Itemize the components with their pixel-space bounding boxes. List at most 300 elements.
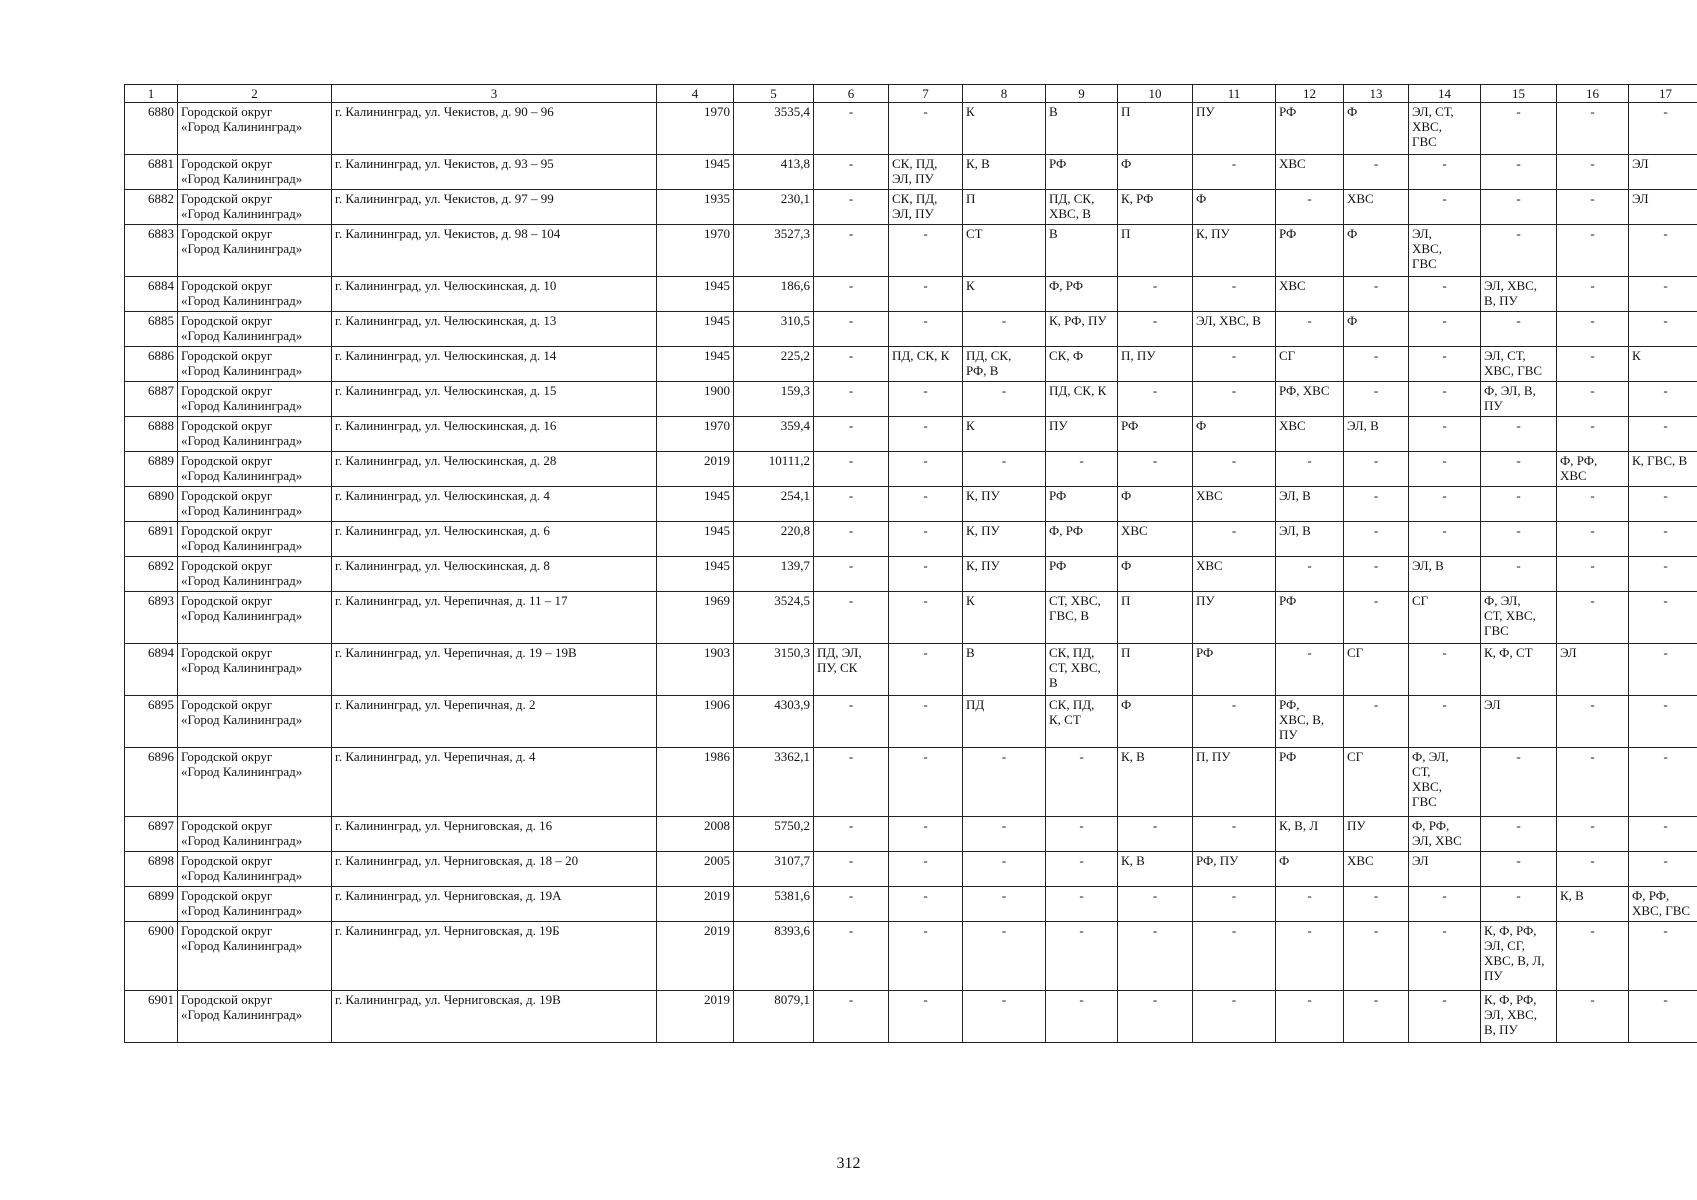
cell-col-5: 3524,5	[734, 592, 814, 644]
cell-col-13: Ф	[1344, 225, 1409, 277]
cell-col-3: г. Калининград, ул. Челюскинская, д. 4	[332, 487, 657, 522]
cell-col-11: П, ПУ	[1193, 748, 1276, 817]
cell-col-4: 1935	[657, 190, 734, 225]
column-header-14: 14	[1409, 85, 1481, 103]
cell-col-6: -	[814, 417, 889, 452]
cell-col-3: г. Калининград, ул. Черепичная, д. 19 – 19В	[332, 644, 657, 696]
cell-col-11: РФ, ПУ	[1193, 852, 1276, 887]
cell-col-16: -	[1557, 190, 1629, 225]
cell-col-14: -	[1409, 922, 1481, 991]
cell-col-7: -	[889, 644, 963, 696]
cell-col-8: -	[963, 991, 1046, 1043]
cell-col-7: -	[889, 312, 963, 347]
cell-col-6: -	[814, 487, 889, 522]
cell-col-15: -	[1481, 557, 1557, 592]
cell-col-12: РФ, ХВС, В, ПУ	[1276, 696, 1344, 748]
table-row	[125, 452, 1697, 487]
cell-col-8: К	[963, 417, 1046, 452]
table-row	[125, 312, 1697, 347]
cell-col-5: 3107,7	[734, 852, 814, 887]
cell-col-16: -	[1557, 382, 1629, 417]
cell-col-17: К, ГВС, В	[1629, 452, 1697, 487]
cell-col-13: -	[1344, 155, 1409, 190]
cell-col-2: Городской округ «Город Калининград»	[178, 225, 332, 277]
cell-col-5: 139,7	[734, 557, 814, 592]
cell-col-4: 1945	[657, 557, 734, 592]
cell-col-3: г. Калининград, ул. Черниговская, д. 19Б	[332, 922, 657, 991]
cell-col-14: -	[1409, 696, 1481, 748]
cell-col-7: -	[889, 817, 963, 852]
cell-col-12: -	[1276, 922, 1344, 991]
cell-col-3: г. Калининград, ул. Чекистов, д. 98 – 104	[332, 225, 657, 277]
cell-col-3: г. Калининград, ул. Черниговская, д. 19А	[332, 887, 657, 922]
cell-col-4: 1945	[657, 155, 734, 190]
cell-col-12: -	[1276, 991, 1344, 1043]
cell-col-16: -	[1557, 225, 1629, 277]
cell-col-15: -	[1481, 748, 1557, 817]
cell-col-1: 6894	[125, 644, 178, 696]
cell-col-7: -	[889, 991, 963, 1043]
column-header-3: 3	[332, 85, 657, 103]
cell-col-15: -	[1481, 852, 1557, 887]
cell-col-16: -	[1557, 312, 1629, 347]
cell-col-3: г. Калининград, ул. Челюскинская, д. 13	[332, 312, 657, 347]
cell-col-2: Городской округ «Город Калининград»	[178, 852, 332, 887]
cell-col-4: 1945	[657, 347, 734, 382]
cell-col-14: -	[1409, 382, 1481, 417]
cell-col-7: -	[889, 103, 963, 155]
cell-col-13: Ф	[1344, 312, 1409, 347]
cell-col-16: -	[1557, 347, 1629, 382]
cell-col-2: Городской округ «Город Калининград»	[178, 417, 332, 452]
cell-col-3: г. Калининград, ул. Челюскинская, д. 6	[332, 522, 657, 557]
cell-col-15: -	[1481, 155, 1557, 190]
cell-col-9: ПД, СК, ХВС, В	[1046, 190, 1118, 225]
cell-col-9: СТ, ХВС, ГВС, В	[1046, 592, 1118, 644]
table-row	[125, 155, 1697, 190]
cell-col-10: П	[1118, 592, 1193, 644]
cell-col-6: -	[814, 522, 889, 557]
cell-col-13: Ф	[1344, 103, 1409, 155]
cell-col-8: К, В	[963, 155, 1046, 190]
cell-col-13: -	[1344, 592, 1409, 644]
cell-col-17: -	[1629, 991, 1697, 1043]
cell-col-10: -	[1118, 887, 1193, 922]
cell-col-6: -	[814, 817, 889, 852]
cell-col-12: РФ	[1276, 225, 1344, 277]
cell-col-5: 10111,2	[734, 452, 814, 487]
cell-col-1: 6888	[125, 417, 178, 452]
cell-col-12: ХВС	[1276, 417, 1344, 452]
cell-col-12: ЭЛ, В	[1276, 487, 1344, 522]
cell-col-13: -	[1344, 452, 1409, 487]
cell-col-4: 2005	[657, 852, 734, 887]
cell-col-5: 8079,1	[734, 991, 814, 1043]
cell-col-11: -	[1193, 922, 1276, 991]
cell-col-9: ПД, СК, К	[1046, 382, 1118, 417]
cell-col-2: Городской округ «Город Калининград»	[178, 557, 332, 592]
cell-col-2: Городской округ «Город Калининград»	[178, 312, 332, 347]
cell-col-8: К, ПУ	[963, 522, 1046, 557]
cell-col-1: 6885	[125, 312, 178, 347]
cell-col-13: -	[1344, 277, 1409, 312]
cell-col-13: -	[1344, 382, 1409, 417]
cell-col-10: П	[1118, 225, 1193, 277]
cell-col-16: -	[1557, 277, 1629, 312]
cell-col-13: ХВС	[1344, 852, 1409, 887]
cell-col-1: 6900	[125, 922, 178, 991]
cell-col-2: Городской округ «Город Калининград»	[178, 382, 332, 417]
cell-col-16: -	[1557, 417, 1629, 452]
cell-col-6: -	[814, 382, 889, 417]
cell-col-6: -	[814, 225, 889, 277]
table-body	[125, 103, 1697, 1043]
cell-col-11: РФ	[1193, 644, 1276, 696]
cell-col-2: Городской округ «Город Калининград»	[178, 887, 332, 922]
column-header-5: 5	[734, 85, 814, 103]
table-row	[125, 592, 1697, 644]
cell-col-12: К, В, Л	[1276, 817, 1344, 852]
cell-col-12: -	[1276, 644, 1344, 696]
cell-col-14: -	[1409, 277, 1481, 312]
cell-col-8: -	[963, 852, 1046, 887]
header-row	[125, 85, 1697, 103]
cell-col-10: П	[1118, 644, 1193, 696]
cell-col-1: 6890	[125, 487, 178, 522]
cell-col-17: -	[1629, 312, 1697, 347]
cell-col-4: 1969	[657, 592, 734, 644]
cell-col-4: 1906	[657, 696, 734, 748]
cell-col-7: СК, ПД, ЭЛ, ПУ	[889, 155, 963, 190]
cell-col-15: -	[1481, 887, 1557, 922]
cell-col-4: 2019	[657, 991, 734, 1043]
cell-col-4: 2019	[657, 887, 734, 922]
cell-col-17: ЭЛ	[1629, 155, 1697, 190]
cell-col-10: К, В	[1118, 852, 1193, 887]
cell-col-14: СГ	[1409, 592, 1481, 644]
column-header-7: 7	[889, 85, 963, 103]
cell-col-7: СК, ПД, ЭЛ, ПУ	[889, 190, 963, 225]
cell-col-16: -	[1557, 817, 1629, 852]
cell-col-15: -	[1481, 522, 1557, 557]
cell-col-10: РФ	[1118, 417, 1193, 452]
column-header-9: 9	[1046, 85, 1118, 103]
cell-col-11: -	[1193, 817, 1276, 852]
cell-col-11: Ф	[1193, 190, 1276, 225]
cell-col-1: 6889	[125, 452, 178, 487]
column-header-2: 2	[178, 85, 332, 103]
cell-col-10: -	[1118, 382, 1193, 417]
table-row	[125, 190, 1697, 225]
cell-col-14: ЭЛ, В	[1409, 557, 1481, 592]
table-row	[125, 382, 1697, 417]
cell-col-17: -	[1629, 487, 1697, 522]
cell-col-2: Городской округ «Город Калининград»	[178, 522, 332, 557]
cell-col-11: -	[1193, 887, 1276, 922]
cell-col-5: 186,6	[734, 277, 814, 312]
cell-col-2: Городской округ «Город Калининград»	[178, 592, 332, 644]
cell-col-9: -	[1046, 922, 1118, 991]
cell-col-3: г. Калининград, ул. Челюскинская, д. 10	[332, 277, 657, 312]
cell-col-9: В	[1046, 225, 1118, 277]
cell-col-12: ХВС	[1276, 155, 1344, 190]
cell-col-7: -	[889, 696, 963, 748]
cell-col-13: ПУ	[1344, 817, 1409, 852]
cell-col-13: ЭЛ, В	[1344, 417, 1409, 452]
cell-col-14: ЭЛ	[1409, 852, 1481, 887]
cell-col-10: -	[1118, 277, 1193, 312]
cell-col-10: П	[1118, 103, 1193, 155]
cell-col-17: -	[1629, 922, 1697, 991]
cell-col-6: -	[814, 452, 889, 487]
cell-col-15: Ф, ЭЛ, В, ПУ	[1481, 382, 1557, 417]
cell-col-11: -	[1193, 382, 1276, 417]
cell-col-7: -	[889, 225, 963, 277]
cell-col-10: К, РФ	[1118, 190, 1193, 225]
cell-col-10: -	[1118, 922, 1193, 991]
cell-col-13: -	[1344, 696, 1409, 748]
cell-col-5: 5750,2	[734, 817, 814, 852]
cell-col-2: Городской округ «Город Калининград»	[178, 817, 332, 852]
cell-col-10: -	[1118, 312, 1193, 347]
cell-col-1: 6897	[125, 817, 178, 852]
cell-col-1: 6901	[125, 991, 178, 1043]
table-row	[125, 991, 1697, 1043]
cell-col-15: -	[1481, 312, 1557, 347]
cell-col-11: ПУ	[1193, 103, 1276, 155]
cell-col-8: К, ПУ	[963, 487, 1046, 522]
cell-col-11: ЭЛ, ХВС, В	[1193, 312, 1276, 347]
column-header-17: 17	[1629, 85, 1697, 103]
cell-col-17: -	[1629, 277, 1697, 312]
cell-col-15: -	[1481, 452, 1557, 487]
cell-col-1: 6896	[125, 748, 178, 817]
cell-col-1: 6887	[125, 382, 178, 417]
cell-col-8: -	[963, 817, 1046, 852]
cell-col-4: 1900	[657, 382, 734, 417]
cell-col-15: -	[1481, 103, 1557, 155]
column-header-1: 1	[125, 85, 178, 103]
cell-col-11: ПУ	[1193, 592, 1276, 644]
cell-col-3: г. Калининград, ул. Чекистов, д. 90 – 96	[332, 103, 657, 155]
cell-col-2: Городской округ «Город Калининград»	[178, 452, 332, 487]
cell-col-17: -	[1629, 852, 1697, 887]
cell-col-9: Ф, РФ	[1046, 522, 1118, 557]
cell-col-9: К, РФ, ПУ	[1046, 312, 1118, 347]
cell-col-14: ЭЛ, ХВС, ГВС	[1409, 225, 1481, 277]
cell-col-9: -	[1046, 887, 1118, 922]
column-header-10: 10	[1118, 85, 1193, 103]
cell-col-9: -	[1046, 817, 1118, 852]
table-row	[125, 487, 1697, 522]
cell-col-3: г. Калининград, ул. Черниговская, д. 18 – 20	[332, 852, 657, 887]
cell-col-4: 1903	[657, 644, 734, 696]
cell-col-9: -	[1046, 852, 1118, 887]
cell-col-6: -	[814, 277, 889, 312]
cell-col-7: -	[889, 487, 963, 522]
cell-col-3: г. Калининград, ул. Черниговская, д. 16	[332, 817, 657, 852]
cell-col-7: -	[889, 522, 963, 557]
cell-col-12: -	[1276, 312, 1344, 347]
column-header-13: 13	[1344, 85, 1409, 103]
cell-col-13: -	[1344, 522, 1409, 557]
cell-col-14: -	[1409, 347, 1481, 382]
cell-col-2: Городской округ «Город Калининград»	[178, 748, 332, 817]
cell-col-9: ПУ	[1046, 417, 1118, 452]
cell-col-2: Городской округ «Город Калининград»	[178, 991, 332, 1043]
cell-col-1: 6898	[125, 852, 178, 887]
cell-col-10: П, ПУ	[1118, 347, 1193, 382]
cell-col-3: г. Калининград, ул. Черепичная, д. 2	[332, 696, 657, 748]
cell-col-10: Ф	[1118, 696, 1193, 748]
page-number: 312	[836, 1155, 861, 1172]
cell-col-10: -	[1118, 452, 1193, 487]
cell-col-9: -	[1046, 991, 1118, 1043]
cell-col-9: РФ	[1046, 155, 1118, 190]
cell-col-13: ХВС	[1344, 190, 1409, 225]
cell-col-17: Ф, РФ, ХВС, ГВС	[1629, 887, 1697, 922]
cell-col-14: -	[1409, 190, 1481, 225]
cell-col-11: -	[1193, 991, 1276, 1043]
cell-col-1: 6883	[125, 225, 178, 277]
cell-col-13: -	[1344, 922, 1409, 991]
cell-col-6: -	[814, 103, 889, 155]
table-row	[125, 347, 1697, 382]
cell-col-3: г. Калининград, ул. Челюскинская, д. 15	[332, 382, 657, 417]
cell-col-15: ЭЛ, ХВС, В, ПУ	[1481, 277, 1557, 312]
cell-col-16: -	[1557, 522, 1629, 557]
cell-col-15: ЭЛ, СТ, ХВС, ГВС	[1481, 347, 1557, 382]
cell-col-13: СГ	[1344, 644, 1409, 696]
cell-col-16: -	[1557, 155, 1629, 190]
cell-col-6: -	[814, 347, 889, 382]
cell-col-1: 6893	[125, 592, 178, 644]
cell-col-16: -	[1557, 696, 1629, 748]
cell-col-17: К	[1629, 347, 1697, 382]
table-row	[125, 225, 1697, 277]
cell-col-17: -	[1629, 817, 1697, 852]
cell-col-7: -	[889, 382, 963, 417]
cell-col-15: Ф, ЭЛ, СТ, ХВС, ГВС	[1481, 592, 1557, 644]
cell-col-12: РФ	[1276, 592, 1344, 644]
cell-col-6: ПД, ЭЛ, ПУ, СК	[814, 644, 889, 696]
cell-col-17: -	[1629, 522, 1697, 557]
cell-col-6: -	[814, 592, 889, 644]
table-row	[125, 522, 1697, 557]
cell-col-16: -	[1557, 103, 1629, 155]
cell-col-16: -	[1557, 748, 1629, 817]
cell-col-12: СГ	[1276, 347, 1344, 382]
cell-col-3: г. Калининград, ул. Чекистов, д. 97 – 99	[332, 190, 657, 225]
table-row	[125, 103, 1697, 155]
cell-col-17: ЭЛ	[1629, 190, 1697, 225]
cell-col-5: 254,1	[734, 487, 814, 522]
cell-col-13: -	[1344, 487, 1409, 522]
cell-col-16: -	[1557, 592, 1629, 644]
cell-col-14: -	[1409, 155, 1481, 190]
cell-col-10: К, В	[1118, 748, 1193, 817]
column-header-12: 12	[1276, 85, 1344, 103]
registry-table	[124, 84, 1697, 1043]
cell-col-15: К, Ф, СТ	[1481, 644, 1557, 696]
cell-col-5: 220,8	[734, 522, 814, 557]
cell-col-5: 4303,9	[734, 696, 814, 748]
cell-col-17: -	[1629, 592, 1697, 644]
cell-col-12: Ф	[1276, 852, 1344, 887]
cell-col-3: г. Калининград, ул. Черепичная, д. 4	[332, 748, 657, 817]
cell-col-7: -	[889, 592, 963, 644]
cell-col-6: -	[814, 852, 889, 887]
cell-col-12: РФ, ХВС	[1276, 382, 1344, 417]
cell-col-3: г. Калининград, ул. Челюскинская, д. 28	[332, 452, 657, 487]
cell-col-5: 225,2	[734, 347, 814, 382]
cell-col-5: 230,1	[734, 190, 814, 225]
cell-col-3: г. Калининград, ул. Челюскинская, д. 16	[332, 417, 657, 452]
cell-col-4: 1970	[657, 103, 734, 155]
cell-col-8: -	[963, 887, 1046, 922]
cell-col-7: -	[889, 452, 963, 487]
cell-col-9: -	[1046, 748, 1118, 817]
cell-col-16: ЭЛ	[1557, 644, 1629, 696]
cell-col-3: г. Калининград, ул. Челюскинская, д. 14	[332, 347, 657, 382]
cell-col-17: -	[1629, 557, 1697, 592]
cell-col-17: -	[1629, 382, 1697, 417]
cell-col-11: ХВС	[1193, 487, 1276, 522]
cell-col-7: -	[889, 557, 963, 592]
cell-col-11: -	[1193, 155, 1276, 190]
cell-col-2: Городской округ «Город Калининград»	[178, 487, 332, 522]
column-header-11: 11	[1193, 85, 1276, 103]
registry-table-container	[124, 84, 1691, 1043]
cell-col-7: -	[889, 922, 963, 991]
cell-col-14: -	[1409, 312, 1481, 347]
cell-col-7: -	[889, 748, 963, 817]
cell-col-1: 6892	[125, 557, 178, 592]
cell-col-5: 3527,3	[734, 225, 814, 277]
cell-col-6: -	[814, 312, 889, 347]
cell-col-15: -	[1481, 817, 1557, 852]
cell-col-9: СК, ПД, К, СТ	[1046, 696, 1118, 748]
cell-col-15: -	[1481, 487, 1557, 522]
cell-col-7: -	[889, 887, 963, 922]
cell-col-10: ХВС	[1118, 522, 1193, 557]
cell-col-4: 1945	[657, 277, 734, 312]
cell-col-4: 2019	[657, 922, 734, 991]
cell-col-2: Городской округ «Город Калининград»	[178, 190, 332, 225]
cell-col-14: ЭЛ, СТ, ХВС, ГВС	[1409, 103, 1481, 155]
cell-col-8: -	[963, 382, 1046, 417]
cell-col-5: 359,4	[734, 417, 814, 452]
cell-col-1: 6882	[125, 190, 178, 225]
cell-col-3: г. Калининград, ул. Челюскинская, д. 8	[332, 557, 657, 592]
cell-col-16: -	[1557, 487, 1629, 522]
cell-col-11: -	[1193, 347, 1276, 382]
cell-col-8: П	[963, 190, 1046, 225]
cell-col-8: -	[963, 312, 1046, 347]
cell-col-8: К	[963, 277, 1046, 312]
cell-col-14: Ф, ЭЛ, СТ, ХВС, ГВС	[1409, 748, 1481, 817]
cell-col-14: -	[1409, 417, 1481, 452]
cell-col-6: -	[814, 922, 889, 991]
cell-col-12: РФ	[1276, 103, 1344, 155]
cell-col-9: В	[1046, 103, 1118, 155]
cell-col-15: К, Ф, РФ, ЭЛ, ХВС, В, ПУ	[1481, 991, 1557, 1043]
cell-col-16: -	[1557, 991, 1629, 1043]
cell-col-4: 1945	[657, 487, 734, 522]
cell-col-15: -	[1481, 190, 1557, 225]
cell-col-13: -	[1344, 347, 1409, 382]
cell-col-5: 413,8	[734, 155, 814, 190]
